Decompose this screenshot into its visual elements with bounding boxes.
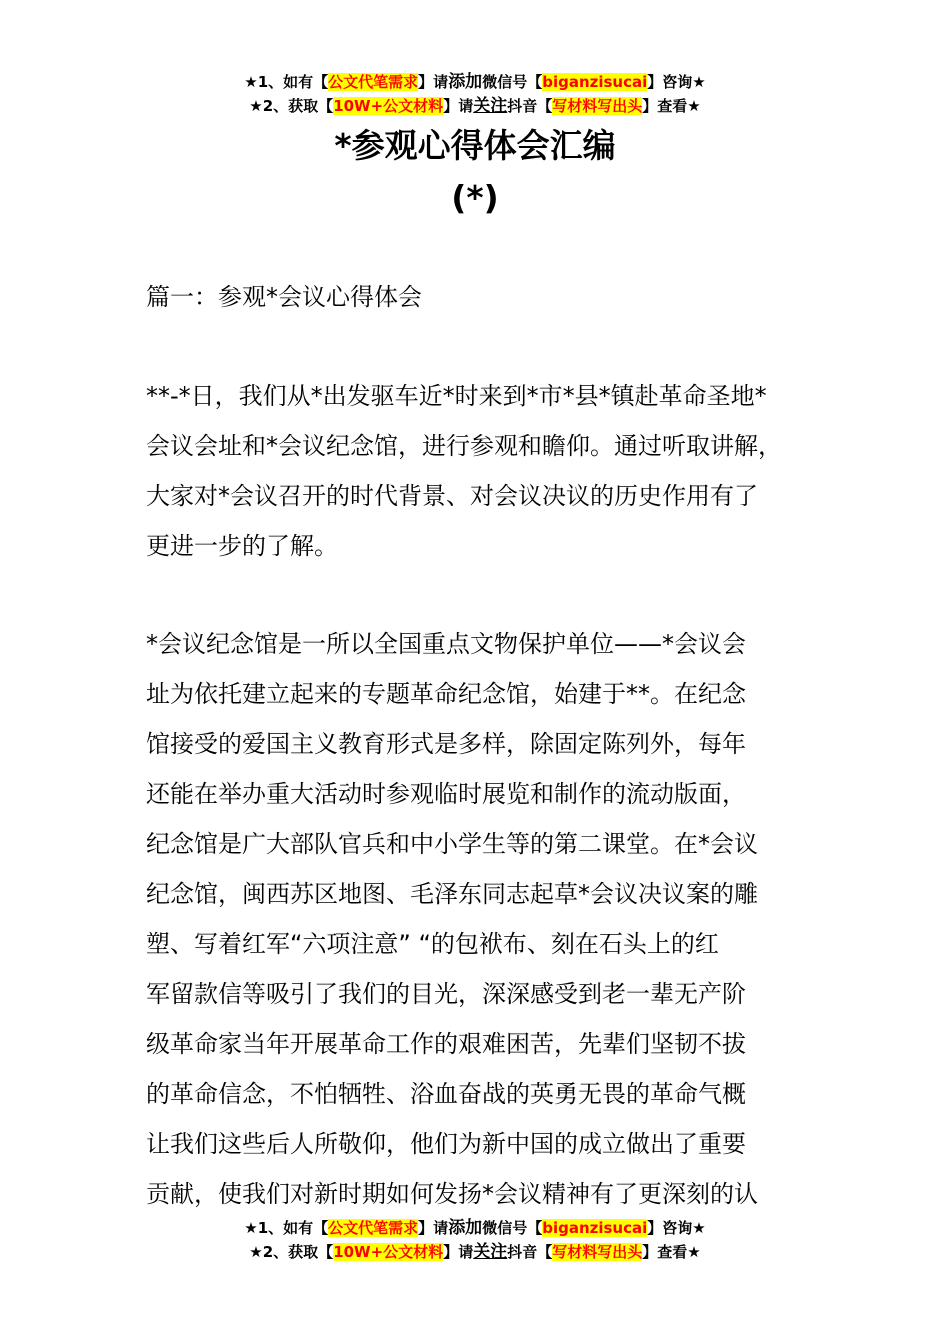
section-heading-text: 篇一：参观*会议心得体会 bbox=[146, 283, 422, 311]
promo-emphasis: 关注 bbox=[473, 96, 508, 116]
paragraph-1 bbox=[146, 371, 836, 571]
promo-text: ★2、获取【 bbox=[249, 97, 334, 115]
promo-text: ★1、如有【 bbox=[244, 73, 329, 91]
text-line: 的革命信念，不怕牺牲、浴血奋战的英勇无畏的革命气概 bbox=[146, 1080, 746, 1108]
text-line: *会议纪念馆是一所以全国重点文物保护单位——*会议会 bbox=[146, 630, 746, 658]
promo-emphasis: 添加 bbox=[448, 1218, 483, 1238]
promo-text: 抖音【 bbox=[507, 97, 553, 115]
text-line: 级革命家当年开展革命工作的艰难困苦，先辈们坚韧不拔 bbox=[146, 1030, 746, 1058]
text-line: 更进一步的了解。 bbox=[146, 532, 338, 560]
promo-text: 抖音【 bbox=[507, 1243, 553, 1261]
promo-line-2 bbox=[0, 94, 950, 118]
promo-highlight-douyin: 写材料写出头 bbox=[552, 1243, 643, 1261]
promo-text: 】请 bbox=[443, 1243, 474, 1261]
promo-text: 微信号【 bbox=[482, 73, 543, 91]
document-title: *参观心得体会汇编 bbox=[334, 126, 616, 165]
text-line: 军留款信等吸引了我们的目光，深深感受到老一辈无产阶 bbox=[146, 980, 746, 1008]
promo-highlight-wechat: biganzisucai bbox=[542, 73, 648, 91]
text-line: **-*日，我们从*出发驱车近*时来到*市*县*镇赴革命圣地* bbox=[146, 382, 767, 410]
promo-highlight-douyin: 写材料写出头 bbox=[552, 97, 643, 115]
promo-line-1 bbox=[0, 70, 950, 94]
promo-text: 】查看★ bbox=[642, 97, 701, 115]
promo-line-1 bbox=[0, 1216, 950, 1240]
promo-highlight-service: 公文代笔需求 bbox=[328, 73, 419, 91]
paragraph-2 bbox=[146, 619, 836, 1219]
header-promo-banner bbox=[0, 70, 950, 118]
promo-highlight-materials: 10W+公文材料 bbox=[333, 1243, 444, 1261]
section-heading bbox=[146, 272, 836, 322]
text-line: 址为依托建立起来的专题革命纪念馆，始建于**。在纪念 bbox=[146, 680, 746, 708]
text-line: 大家对*会议召开的时代背景、对会议决议的历史作用有了 bbox=[146, 482, 758, 510]
promo-line-2 bbox=[0, 1240, 950, 1264]
promo-text: 】咨询★ bbox=[647, 1219, 706, 1237]
promo-text: 】咨询★ bbox=[647, 73, 706, 91]
promo-text: 】查看★ bbox=[642, 1243, 701, 1261]
text-line: 让我们这些后人所敬仰，他们为新中国的成立做出了重要 bbox=[146, 1130, 746, 1158]
promo-highlight-service: 公文代笔需求 bbox=[328, 1219, 419, 1237]
document-subtitle: (*) bbox=[451, 178, 499, 217]
promo-text: 】请 bbox=[418, 1219, 449, 1237]
promo-emphasis: 关注 bbox=[473, 1242, 508, 1262]
text-line: 贡献，使我们对新时期如何发扬*会议精神有了更深刻的认 bbox=[146, 1180, 758, 1208]
promo-text: 】请 bbox=[418, 73, 449, 91]
text-line: 会议会址和*会议纪念馆，进行参观和瞻仰。通过听取讲解， bbox=[146, 432, 782, 460]
promo-highlight-materials: 10W+公文材料 bbox=[333, 97, 444, 115]
text-line: 还能在举办重大活动时参观临时展览和制作的流动版面， bbox=[146, 780, 746, 808]
promo-text: 】请 bbox=[443, 97, 474, 115]
text-line: 馆接受的爱国主义教育形式是多样，除固定陈列外，每年 bbox=[146, 730, 746, 758]
footer-promo-banner bbox=[0, 1216, 950, 1264]
text-line: 纪念馆是广大部队官兵和中小学生等的第二课堂。在*会议 bbox=[146, 830, 758, 858]
text-line: 纪念馆，闽西苏区地图、毛泽东同志起草*会议决议案的雕 bbox=[146, 880, 758, 908]
promo-text: ★2、获取【 bbox=[249, 1243, 334, 1261]
promo-highlight-wechat: biganzisucai bbox=[542, 1219, 648, 1237]
promo-emphasis: 添加 bbox=[448, 72, 483, 92]
promo-text: ★1、如有【 bbox=[244, 1219, 329, 1237]
text-line: 塑、写着红军“六项注意” “的包袱布、刻在石头上的红 bbox=[146, 930, 719, 958]
promo-text: 微信号【 bbox=[482, 1219, 543, 1237]
